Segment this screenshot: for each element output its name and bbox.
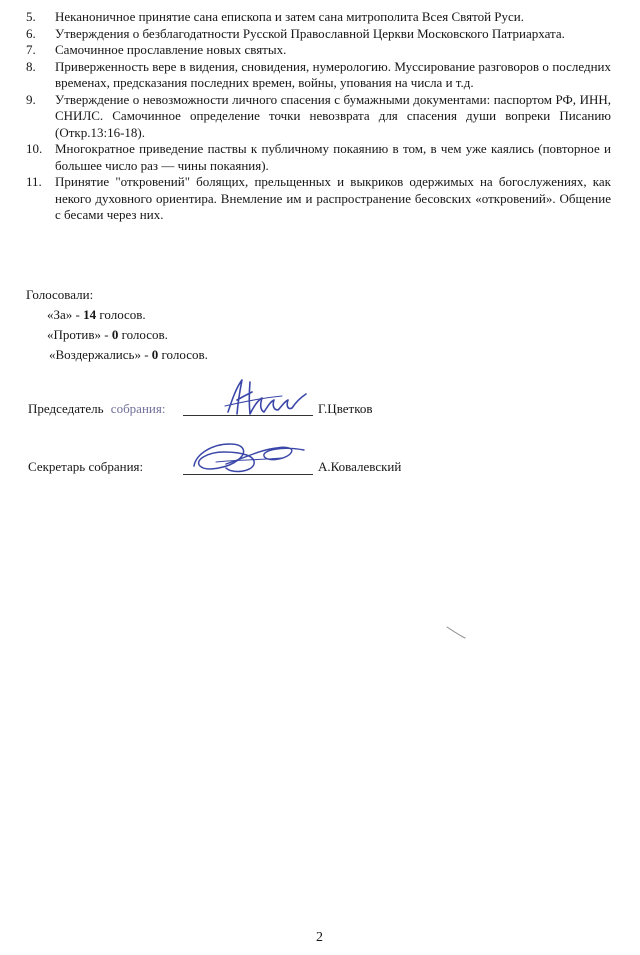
votes-abstain-label: «Воздержались» - <box>49 347 152 362</box>
item-number: 6. <box>26 25 36 41</box>
item-text: Самочинное прославление новых святых. <box>55 42 287 57</box>
item-text: Многократное приведение паствы к публичному покаянию в том, в чем уже каялись (повторное и большее число раз — чины покаяния). <box>55 141 611 173</box>
item-number: 10. <box>26 141 43 156</box>
chair-meeting-label: собрания: <box>110 401 166 416</box>
item-text: Неканоничное принятие сана епископа и затем сана митрополита Всея Святой Руси. <box>55 9 524 24</box>
item-text: Утверждения о безблагодатности Русской Православной Церкви Московского Патриархата. <box>55 25 565 41</box>
list-item <box>26 26 611 43</box>
item-text: Принятие "откровений" болящих, прельщенных и выкриков одержимых на богослужениях, как некого духовного ориентира. Внемление им и распространение бесовских «откровений». Общение с бесами через них. <box>55 174 611 222</box>
list-item <box>26 141 611 174</box>
item-text: Утверждение о невозможности личного спасения с бумажными документами: паспортом РФ, ИНН, СНИЛС. Самочинное определение точки невозврата для спасения души вопреки Писанию (Откр.13:16-18). <box>55 91 611 140</box>
list-item <box>26 174 611 224</box>
votes-against-suffix: голосов. <box>118 327 168 342</box>
votes-abstain-count: 0 <box>151 347 159 362</box>
item-number: 9. <box>26 91 36 107</box>
page-number: 2 <box>316 930 323 945</box>
list-item <box>26 9 611 26</box>
list-item <box>26 42 611 59</box>
chair-signature-row <box>28 401 165 417</box>
voting-heading: Голосовали: <box>26 287 94 302</box>
item-text: Приверженность вере в видения, сновидения, нумерологию. Муссирование разговоров о последних временах, предсказания последних времен, войны, упования на числа и т.д. <box>55 58 611 90</box>
item-number: 5. <box>26 9 36 24</box>
secretary-name: А.Ковалевский <box>318 459 402 474</box>
votes-abstain <box>49 345 208 365</box>
charges-list <box>26 9 611 224</box>
chair-name: Г.Цветков <box>318 401 373 416</box>
chair-signature-icon <box>222 376 314 420</box>
voting-results <box>26 285 208 365</box>
votes-against-label: «Против» - <box>47 327 112 342</box>
votes-abstain-suffix: голосов. <box>158 347 208 362</box>
secretary-signature-icon <box>186 436 310 480</box>
list-item <box>26 59 611 92</box>
votes-against-count: 0 <box>111 327 119 342</box>
votes-against <box>47 325 208 345</box>
stray-mark-icon <box>445 625 469 641</box>
votes-for-count: 14 <box>83 307 97 322</box>
votes-for-suffix: голосов. <box>96 307 146 322</box>
votes-for-label: «За» - <box>47 307 84 322</box>
item-number: 8. <box>26 58 36 74</box>
list-item <box>26 92 611 142</box>
secretary-signature-label: Секретарь собрания: <box>28 459 144 474</box>
chair-role: Председатель <box>28 401 104 416</box>
votes-for <box>47 305 208 325</box>
item-number: 11. <box>26 174 42 189</box>
item-number: 7. <box>26 42 36 57</box>
